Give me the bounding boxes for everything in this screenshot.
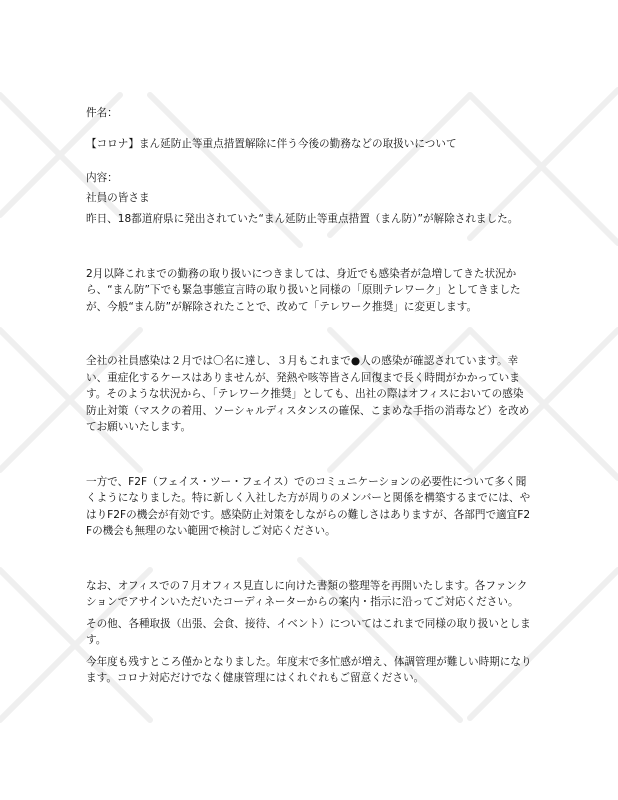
document-body (86, 105, 532, 687)
paragraph-3: 全社の社員感染は２月では〇名に達し、３月もこれまで●人の感染が確認されています。幸い、重症化するケースはありませんが、発熱や咳等皆さん回復まで長く時間がかかっています。そのような状況から、「テレワーク推奨」としても、出社の際はオフィスにおいての感染防止対策（マスクの着用、ソーシャルディスタンスの確保、こまめな手指の消毒など）を改めてお願いいたします。 (86, 355, 530, 433)
paragraph-5: なお、オフィスでの７月オフィス見直しに向けた書類の整理等を再開いたします。各ファンクションでアサインいただいたコーディネーターからの案内・指示に沿ってご対応ください。 (86, 579, 528, 608)
content-label: 内容： (86, 172, 118, 184)
subject-label: 件名： (86, 107, 118, 119)
paragraph-6: その他、各種取扱（出張、会食、接待、イベント）についてはこれまで同様の取り扱いとします。 (86, 617, 531, 646)
paragraph-2: 2月以降これまでの勤務の取り扱いにつきましては、身近でも感染者が急増してきた状況から、“まん防”下でも緊急事態宣言時の取り扱いと同様の「原則テレワーク」としてきましたが、今般“まん防”が解除されたことで、改めて「テレワーク推奨」に変更します。 (86, 267, 521, 313)
subject-line: 【コロナ】まん延防止等重点措置解除に伴う今後の勤務などの取扱いについて (86, 137, 457, 150)
paragraph-1: 昨日、18都道府県に発出されていた“まん延防止等重点措置（まん防）”が解除されました。 (86, 213, 519, 225)
paragraph-4: 一方で、F2F（フェイス・ツー・フェイス）でのコミュニケーションの必要性について多く聞くようになりました。特に新しく入社した方が周りのメンバーと関係を構築するまでには、やはりF2Fの機会が有効です。感染防止対策をしながらの難しさはありますが、各部門で適宜F2Fの機会も無理のない範囲で検討しご対応ください。 (86, 475, 531, 537)
greeting: 社員の皆さま (86, 191, 150, 204)
paragraph-7: 今年度も残すところ僅かとなりました。年度末で多忙感が増え、体調管理が難しい時期になります。コロナ対応だけでなく健康管理にはくれぐれもご留意ください。 (86, 655, 532, 684)
